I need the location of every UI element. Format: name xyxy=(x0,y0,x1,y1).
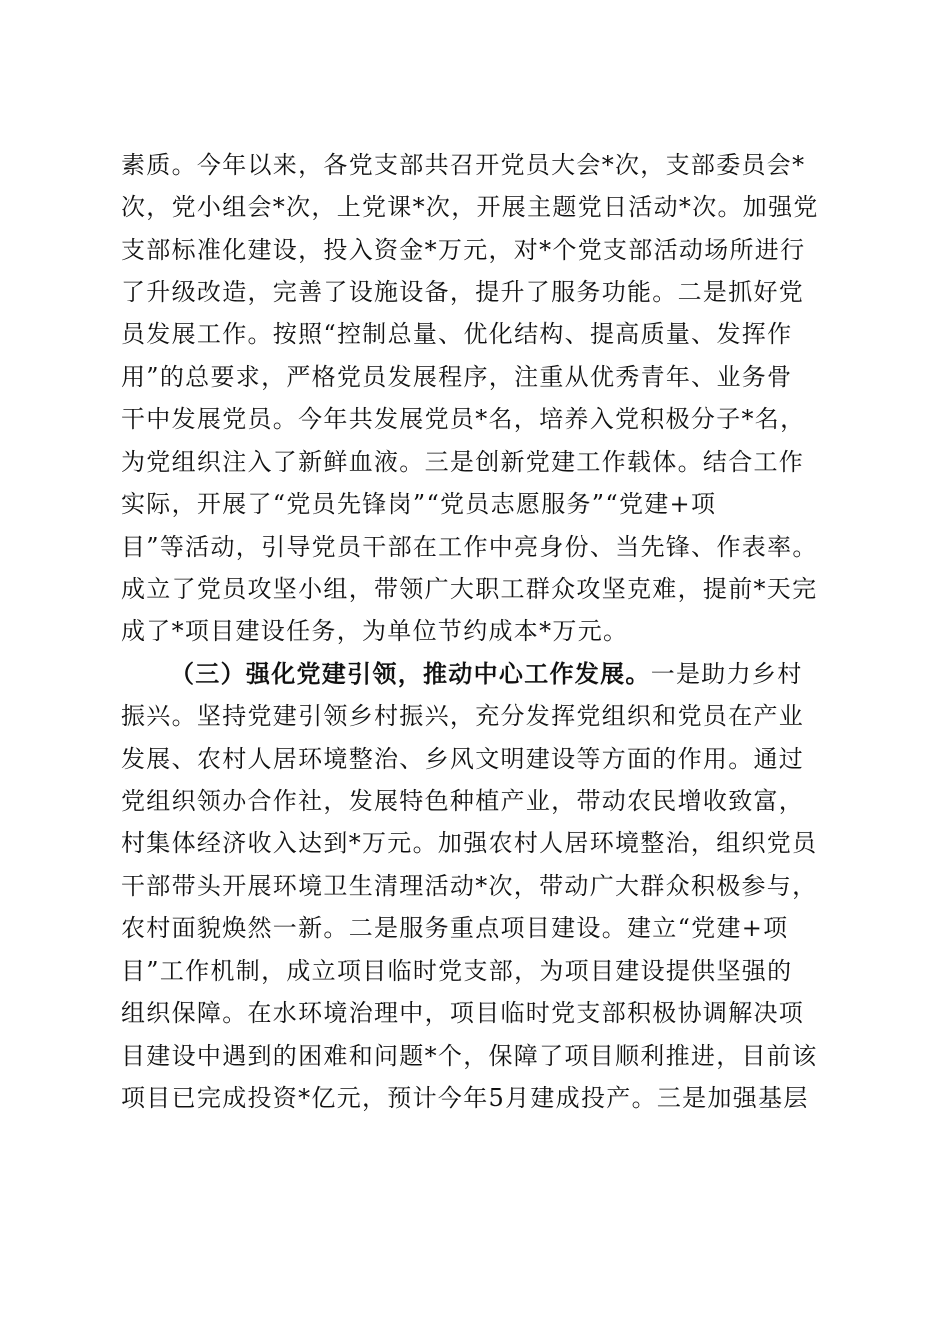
text-line: 目”等活动，引导党员干部在工作中亮身份、当先锋、作表率。 xyxy=(121,533,818,561)
text-line: 成了*项目建设任务，为单位节约成本*万元。 xyxy=(121,617,629,645)
text-line: 员发展工作。按照“控制总量、优化结构、提高质量、发挥作 xyxy=(121,320,793,348)
text-line: 发展、农村人居环境整治、乡风文明建设等方面的作用。通过 xyxy=(121,745,805,773)
text-line: 素质。今年以来，各党支部共召开党员大会*次，支部委员会* xyxy=(121,151,806,179)
text-line: 振兴。坚持党建引领乡村振兴，充分发挥党组织和党员在产业 xyxy=(121,702,805,730)
text-line: 村集体经济收入达到*万元。加强农村人居环境整治，组织党员 xyxy=(121,829,818,857)
text-line: 支部标准化建设，投入资金*万元，对*个党支部活动场所进行 xyxy=(121,236,806,264)
text-line: 目建设中遇到的困难和问题*个，保障了项目顺利推进，目前该 xyxy=(121,1042,818,1070)
text-line: 农村面貌焕然一新。二是服务重点项目建设。建立“党建+项 xyxy=(121,914,789,942)
section-heading-line xyxy=(170,654,833,694)
text-line: 用”的总要求，严格党员发展程序，注重从优秀青年、业务骨 xyxy=(121,363,793,391)
text-line: 项目已完成投资*亿元，预计今年5月建成投产。三是加强基层 xyxy=(121,1084,809,1112)
text-line: 实际，开展了“党员先锋岗”“党员志愿服务”“党建+项 xyxy=(121,490,717,518)
text-line: 目”工作机制，成立项目临时党支部，为项目建设提供坚强的 xyxy=(121,957,793,985)
text-line: 干中发展党员。今年共发展党员*名，培养入党积极分子*名， xyxy=(121,405,806,433)
text-line: 干部带头开展环境卫生清理活动*次，带动广大群众积极参与， xyxy=(121,872,818,900)
text-line: 组织保障。在水环境治理中，项目临时党支部积极协调解决项 xyxy=(121,999,805,1027)
text-line: 为党组织注入了新鲜血液。三是创新党建工作载体。结合工作 xyxy=(121,448,805,476)
text-line: 成立了党员攻坚小组，带领广大职工群众攻坚克难，提前*天完 xyxy=(121,575,818,603)
text-line: 一是助力乡村 xyxy=(650,660,803,688)
text-line: 了升级改造，完善了设施设备，提升了服务功能。二是抓好党 xyxy=(121,278,805,306)
section-heading: （三）强化党建引领，推动中心工作发展。 xyxy=(170,659,651,688)
text-line: 党组织领办合作社，发展特色种植产业，带动农民增收致富， xyxy=(121,787,805,815)
text-line: 次，党小组会*次，上党课*次，开展主题党日活动*次。加强党 xyxy=(121,193,819,221)
